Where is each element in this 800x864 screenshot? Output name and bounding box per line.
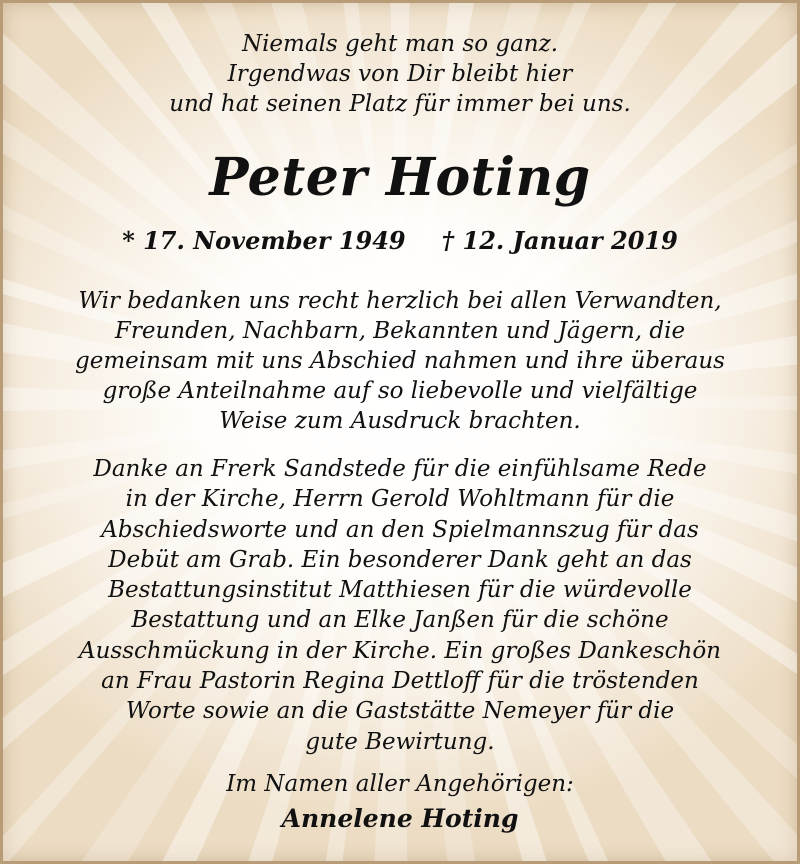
text-line: große Anteilnahme auf so liebevolle und vielfältige [102,378,698,404]
text-line: gemeinsam mit uns Abschied nahmen und ihre überaus [75,348,725,374]
deceased-name: Peter Hoting [209,147,591,208]
thanks-paragraph-2 [3,454,797,757]
motto-line: Irgendwas von Dir bleibt hier [227,61,573,87]
text-line: Freunden, Nachbarn, Bekannten und Jägern, die [114,318,686,344]
life-dates [3,223,797,259]
motto-line: und hat seinen Platz für immer bei uns. [169,91,631,117]
death-date: † 12. Januar 2019 [441,226,678,255]
text-line: Worte sowie an die Gaststätte Nemeyer für die [125,698,675,725]
motto [3,29,797,119]
text-line: in der Kirche, Herrn Gerold Wohltmann für die [125,486,675,513]
signer-name: Annelene Hoting [281,804,519,833]
thanks-paragraph-1 [3,286,797,436]
text-line: Danke an Frerk Sandstede für die einfühlsame Rede [93,456,707,482]
text-line: Wir bedanken uns recht herzlich bei allen Verwandten, [78,288,722,314]
text-line: Bestattung und an Elke Janßen für die schöne [131,607,669,634]
text-line: Debüt am Grab. Ein besonderer Dank geht an das [108,546,692,573]
text-line: Weise zum Ausdruck brachten. [219,408,581,434]
obituary-content [3,3,797,861]
text-line: Abschiedsworte und an den Spielmannszug für das [101,516,699,543]
closing-phrase: Im Namen aller Angehörigen: [226,771,574,797]
text-line: gute Bewirtung. [305,728,495,755]
birth-date: * 17. November 1949 [122,226,406,255]
text-line: Bestattungsinstitut Matthiesen für die würdevolle [108,577,692,604]
obituary-card [3,3,797,861]
motto-line: Niemals geht man so ganz. [241,31,559,57]
text-line: Ausschmückung in der Kirche. Ein großes Dankeschön [78,637,721,664]
text-line: an Frau Pastorin Regina Dettloff für die tröstenden [101,668,699,695]
